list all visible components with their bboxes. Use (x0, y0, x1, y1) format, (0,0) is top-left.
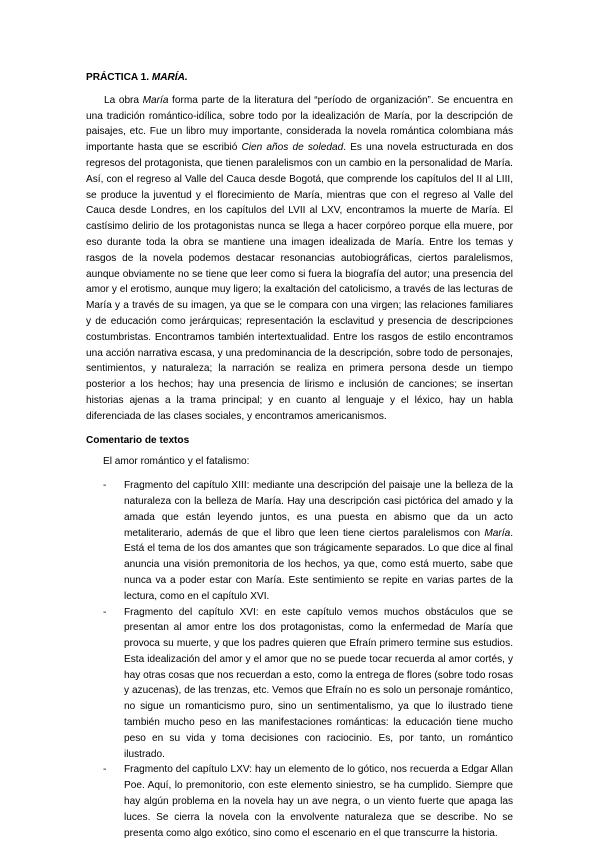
intro-italic-maria: María (142, 94, 169, 106)
intro-text-3: . Es una novela estructurada en dos regresos del protagonista, que tienen paralelismos con un cambio en la personalidad de María. Así, con el regreso al Valle del Cauca desde Bogotá, que comprende los capítulos del II al LIII, se produce la juventud y el florecimiento de María, mientras que con el regreso al Valle del Cauca desde Londres, en los capítulos del LVII al LXV, encontramos la muerte de María. El castísimo delirio de los protagonistas nunca se llega a hacer corpóreo porque ella muere, por eso durante toda la obra se mantiene una imagen idealizada de María. Entre los temas y rasgos de la novela podemos destacar resonancias autobiográficas, ciertos paralelismos, aunque obviamente no se tiene que leer como si fuera la biografía del autor; una presencia del amor y el erotismo, aunque muy ligero; la exaltación del catolicismo, a través de las lecturas de María y a través de su imagen, ya que se le compara con una virgen; las relaciones familiares y de educación como jerárquicas; representación la esclavitud y presencia de descripciones costumbristas. Encontramos también intertextualidad. Entre los rasgos de estilo encontramos una acción narrativa escasa, y una predominancia de la descripción, sobre todo de personajes, sentimientos, y naturaleza; la narración se realiza en primera persona desde un tiempo posterior a los hechos; hay una presencia de lirismo e inclusión de canciones; se insertan historias ajenas a la trama principal; y en cuanto al lenguaje y el léxico, hay un habla diferenciada de las clases sociales, y encontramos americanismos. (86, 142, 514, 422)
bullet-dash: - (103, 764, 107, 776)
intro-text-2: forma parte de la literatura del “período de organización”. Se encuentra en una tradición romántico-idílica, sobre todo por la idealización de María, por la descripción de paisajes, etc. Fue un libro muy importante, considerada la novela romántica colombiana más importante hasta que se escribió (86, 94, 513, 154)
list-item (86, 478, 513, 604)
document-page (86, 70, 513, 841)
fragment-list (86, 478, 513, 841)
page-title (86, 70, 513, 86)
intro-paragraph (86, 93, 513, 425)
intro-text-1: La obra (104, 94, 143, 106)
fragment-text-cont: . Está el tema de los dos amantes que son trágicamente separados. Lo que dice al final anuncia una visión premonitoria de los hechos, ya que, como está muerto, sabe que nunca va a poder estar con María. Este sentimiento se repite en varias partes de la lectura, como en el capítulo XVI. (124, 527, 513, 602)
bullet-dash: - (103, 480, 107, 492)
section-heading: Comentario de textos (86, 434, 190, 446)
title-prefix: PRÁCTICA 1. (86, 72, 152, 83)
bullet-dash: - (103, 606, 107, 618)
title-italic: MARÍA. (151, 72, 188, 83)
fragment-text: Fragmento del capítulo XVI: en este capítulo vemos muchos obstáculos que se presentan al amor entre los dos protagonistas, como la enfermedad de María que provoca su muerte, y que los padres quieren que Efraín primero termine sus estudios. Esta idealización del amor y el amor que no se puede tocar recuerda al amor cortés, y hay otras cosas que nos recuerdan a esto, como la entrega de flores (sobre todo rosas y azucenas), de las trenzas, etc. Vemos que Efraín no es solo un personaje romántico, no sigue un romanticismo puro, sino un sentimentalismo, ya que lo ilustrado tiene también mucho peso en las manifestaciones románticas: la educación tiene mucho peso en su vida y toma decisiones con raciocinio. Es, por tanto, un romántico ilustrado. (124, 606, 513, 760)
fragment-text: Fragmento del capítulo LXV: hay un elemento de lo gótico, nos recuerda a Edgar Allan Poe. Aquí, lo premonitorio, con este elemento siniestro, se ha cumplido. Siempre que hay algún problema en la novela hay un ave negra, o un viento fuerte que apaga las luces. Se cierra la novela con la envolvente naturaleza que se describe. No se presenta como algo exótico, sino como el escenario en el que transcurre la historia. (124, 764, 513, 839)
subheading: El amor romántico y el fatalismo: (103, 456, 250, 468)
intro-italic-cien-anos: Cien años de soledad (241, 142, 344, 154)
list-item (86, 762, 513, 841)
fragment-text: Fragmento del capítulo XIII: mediante una descripción del paisaje une la belleza de la naturaleza con la belleza de María. Hay una descripción casi pictórica del amado y la amada que están leyendo juntos, es una puesta en abismo que da un acto metaliterario, además de que el libro que leen tiene ciertos paralelismos con (124, 480, 513, 539)
list-item (86, 605, 513, 763)
fragment-italic: María (484, 527, 511, 539)
